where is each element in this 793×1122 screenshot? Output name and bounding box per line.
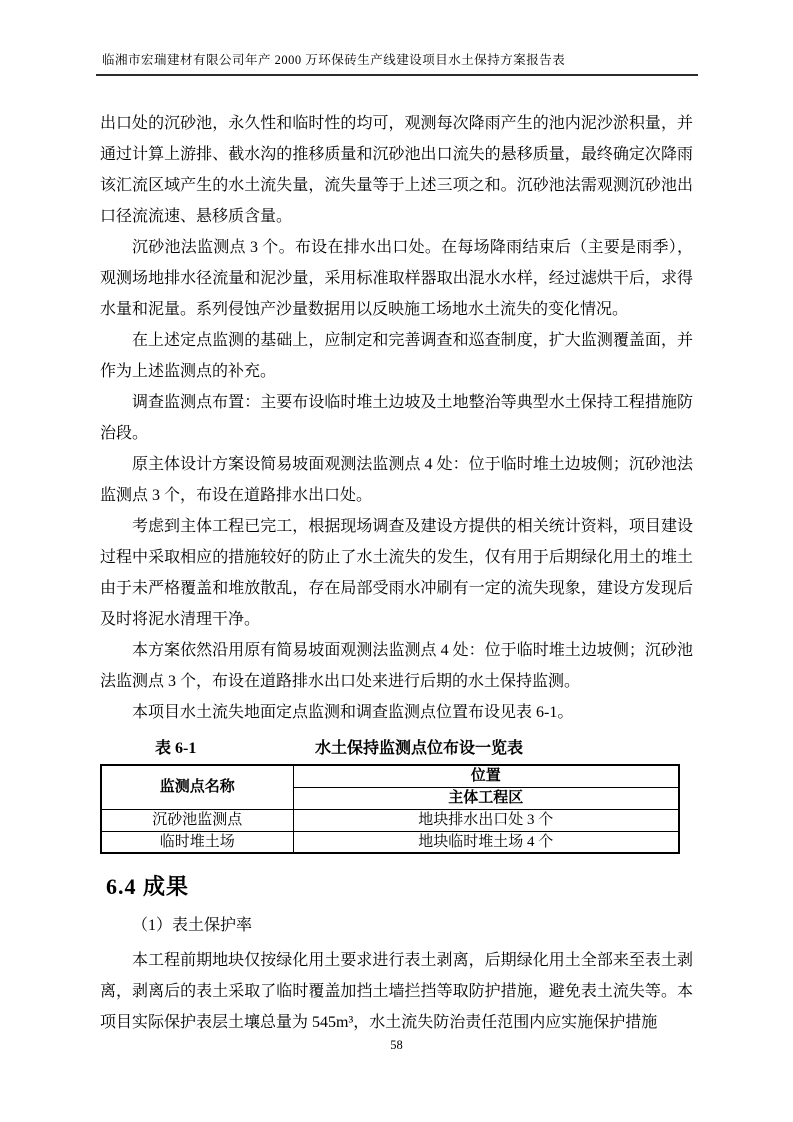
table-caption-label: 表 6-1 [155,740,197,757]
table-cell-location: 地块临时堆土场 4 个 [293,831,679,853]
page-number: 58 [390,1038,403,1052]
paragraph: 沉砂池法监测点 3 个。布设在排水出口处。在每场降雨结束后（主要是雨季），观测场地排水径流量和泥沙量，采用标准取样器取出混水水样，经过滤烘干后，求得水量和泥量。系列侵蚀产沙量数据用以反映施工场地水土流失的变化情况。 [100,239,693,318]
monitoring-points-table [100,764,680,854]
running-header-title: 临湘市宏瑞建材有限公司年产 2000 万环保砖生产线建设项目水土保持方案报告表 [102,53,566,67]
paragraph: 考虑到主体工程已完工，根据现场调查及建设方提供的相关统计资料，项目建设过程中采取相应的措施较好的防止了水土流失的发生，仅有用于后期绿化用土的堆土由于未严格覆盖和堆放散乱，存在局部受雨水冲刷有一定的流失现象，建设方发现后及时将泥水清理干净。 [100,518,693,628]
document-body [100,108,693,1038]
paragraph: 出口处的沉砂池，永久性和临时性的均可，观测每次降雨产生的池内泥沙淤积量，并通过计算上游排、截水沟的推移质量和沉砂池出口流失的悬移质量，最终确定次降雨该汇流区域产生的水土流失量，流失量等于上述三项之和。沉砂池法需观测沉砂池出口径流流速、悬移质含量。 [100,115,693,225]
paragraph: 调查监测点布置：主要布设临时堆土边坡及土地整治等典型水土保持工程措施防治段。 [100,394,693,442]
table-header-row [101,765,679,787]
paragraph: 本方案依然沿用原有简易坡面观测法监测点 4 处：位于临时堆土边坡侧；沉砂池法监测点 3 个，布设在道路排水出口处来进行后期的水土保持监测。 [100,642,693,690]
table-cell-name: 沉砂池监测点 [101,809,293,831]
section-heading: 6.4 成果 [106,874,190,899]
paragraph: 本项目水土流失地面定点监测和调查监测点位置布设见表 6-1。 [132,704,574,721]
table-subheader-cell-zone: 主体工程区 [293,787,679,809]
table-row [101,809,679,831]
paragraph: 在上述定点监测的基础上，应制定和完善调查和巡查制度，扩大监测覆盖面，并作为上述监测点的补充。 [100,332,693,380]
paragraph: 本工程前期地块仅按绿化用土要求进行表土剥离，后期绿化用土全部来至表土剥离，剥离后的表土采取了临时覆盖加挡土墙拦挡等取防护措施，避免表土流失等。本项目实际保护表层土壤总量为 545m³，水土流失防治责任范围内应实施保护措施 [100,952,693,1031]
table-header-cell-location: 位置 [293,765,679,787]
table-cell-name: 临时堆土场 [101,831,293,853]
table-header-cell-name: 监测点名称 [101,765,293,809]
table-caption-title: 水土保持监测点位布设一览表 [314,740,523,757]
running-header [96,52,698,76]
page-footer [0,1038,793,1053]
list-item-label: （1）表土保护率 [132,917,253,934]
table-cell-location: 地块排水出口处 3 个 [293,809,679,831]
table-row [101,831,679,853]
table-caption [100,736,693,762]
paragraph: 原主体设计方案设简易坡面观测法监测点 4 处：位于临时堆土边坡侧；沉砂池法监测点 3 个，布设在道路排水出口处。 [100,456,693,504]
